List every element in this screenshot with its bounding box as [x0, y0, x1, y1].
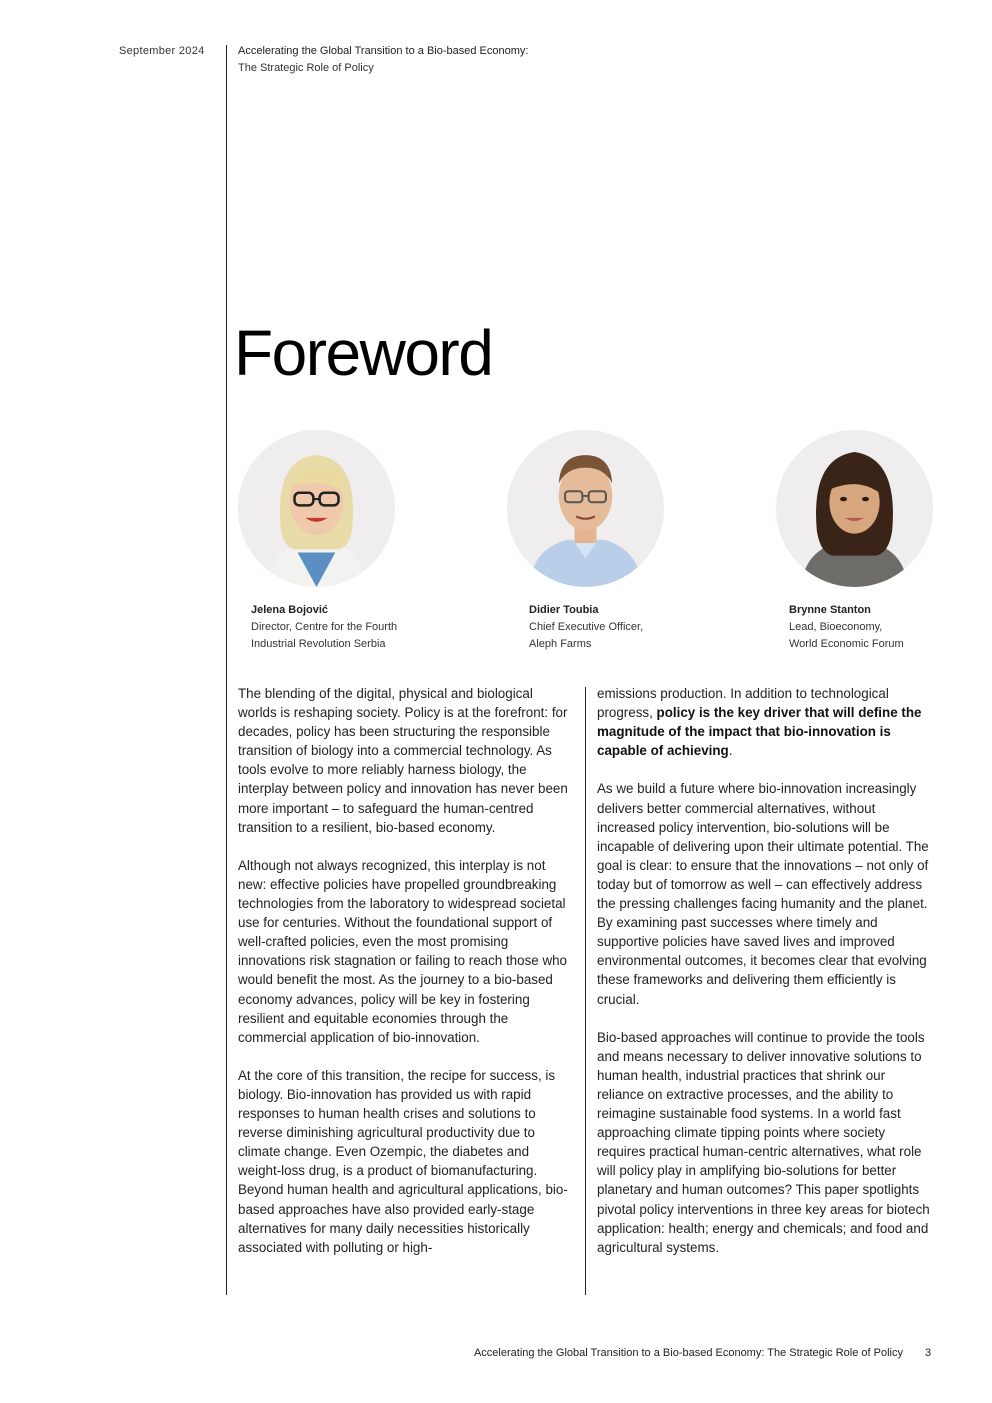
person-role: Director, Centre for the Fourth [251, 621, 398, 633]
body-paragraph: Bio-based approaches will continue to provide the tools and means necessary to deliver innovative solutions to human health, industrial practices that shrink our reliance on extractive processes, and the ability to reimagine sustainable food systems. In a world fast approaching climate tipping points where society requires practical human-centric alternatives, what role will policy play in amplifying bio-solutions for better planetary and human outcomes? This paper spotlights pivotal policy interventions in three key areas for biotech application: health; energy and chemicals; and food and agricultural systems. [597, 1029, 930, 1255]
page-number: 3 [925, 1347, 932, 1359]
footer-title-sub: The Strategic Role of Policy [764, 1347, 903, 1359]
body-text: . [728, 743, 733, 759]
person-role: World Economic Forum [789, 638, 904, 650]
body-text: emissions production. In addition to technological progress, [597, 686, 889, 721]
person-role: Aleph Farms [529, 638, 592, 650]
publication-date: September 2024 [119, 45, 205, 57]
column-divider [585, 687, 586, 1295]
person-name: Brynne Stanton [789, 604, 871, 616]
body-paragraph [597, 684, 933, 760]
person-role: Lead, Bioeconomy, [789, 621, 883, 633]
emphasis-text: policy is the key driver that will define the magnitude of the impact that bio-innovation is capable of achieving [597, 705, 922, 759]
header-subtitle: The Strategic Role of Policy [238, 62, 374, 74]
body-column-left [238, 684, 575, 1276]
person-caption [529, 602, 739, 653]
body-column-right [597, 684, 933, 1276]
portrait-photo [507, 430, 664, 587]
body-paragraph: The blending of the digital, physical and biological worlds is reshaping society. Policy is at the forefront: for decades, policy has been structuring the responsible transition of biology into a commercial technology. As tools evolve to more reliably harness biology, the interplay between policy and innovation has never been more important – to safeguard the human-centred transition to a resilient, bio-based economy. [238, 686, 568, 835]
person-role: Chief Executive Officer, [529, 621, 644, 633]
body-paragraph: At the core of this transition, the recipe for success, is biology. Bio-innovation has provided us with rapid responses to human health crises and solutions to reverse diminishing agricultural productivity due to climate change. Even Ozempic, the diabetes and weight-loss drug, is a product of biomanufacturing. Beyond human health and agricultural applications, bio-based approaches have also provided early-stage alternatives for many daily necessities historically associated with polluting or high- [238, 1067, 568, 1255]
body-paragraph: As we build a future where bio-innovation increasingly delivers better commercial alternatives, without increased policy intervention, bio-solutions will be incapable of delivering upon their ultimate potential. The goal is clear: to ensure that the innovations – not only of today but of tomorrow as well – can effectively address the pressing challenges facing humanity and the planet. By examining past successes where timely and supportive policies have saved lives and improved environmental outcomes, it becomes clear that evolving these frameworks and delivering them efficiently is crucial. [597, 781, 929, 1007]
portrait-photo [776, 430, 933, 587]
person-caption [789, 602, 979, 653]
footer-title [474, 1347, 903, 1359]
page-title: Foreword [234, 317, 493, 389]
person-caption [251, 602, 461, 653]
vertical-divider [226, 45, 227, 1295]
header-title: Accelerating the Global Transition to a Bio-based Economy: [238, 45, 529, 57]
person-role: Industrial Revolution Serbia [251, 638, 386, 650]
person-name: Didier Toubia [529, 604, 599, 616]
person-name: Jelena Bojović [251, 604, 329, 616]
portrait-photo [238, 430, 395, 587]
footer-title-main: Accelerating the Global Transition to a Bio-based Economy: [473, 1347, 765, 1359]
body-paragraph: Although not always recognized, this interplay is not new: effective policies have propelled groundbreaking technologies from the laboratory to widespread societal use for centuries. Without the foundational support of well-crafted policies, even the most promising innovations risk stagnation or failing to reach those who would benefit the most. As the journey to a bio-based economy advances, policy will be key in fostering resilient and equitable economies through the commercial application of bio-innovation. [238, 857, 568, 1045]
